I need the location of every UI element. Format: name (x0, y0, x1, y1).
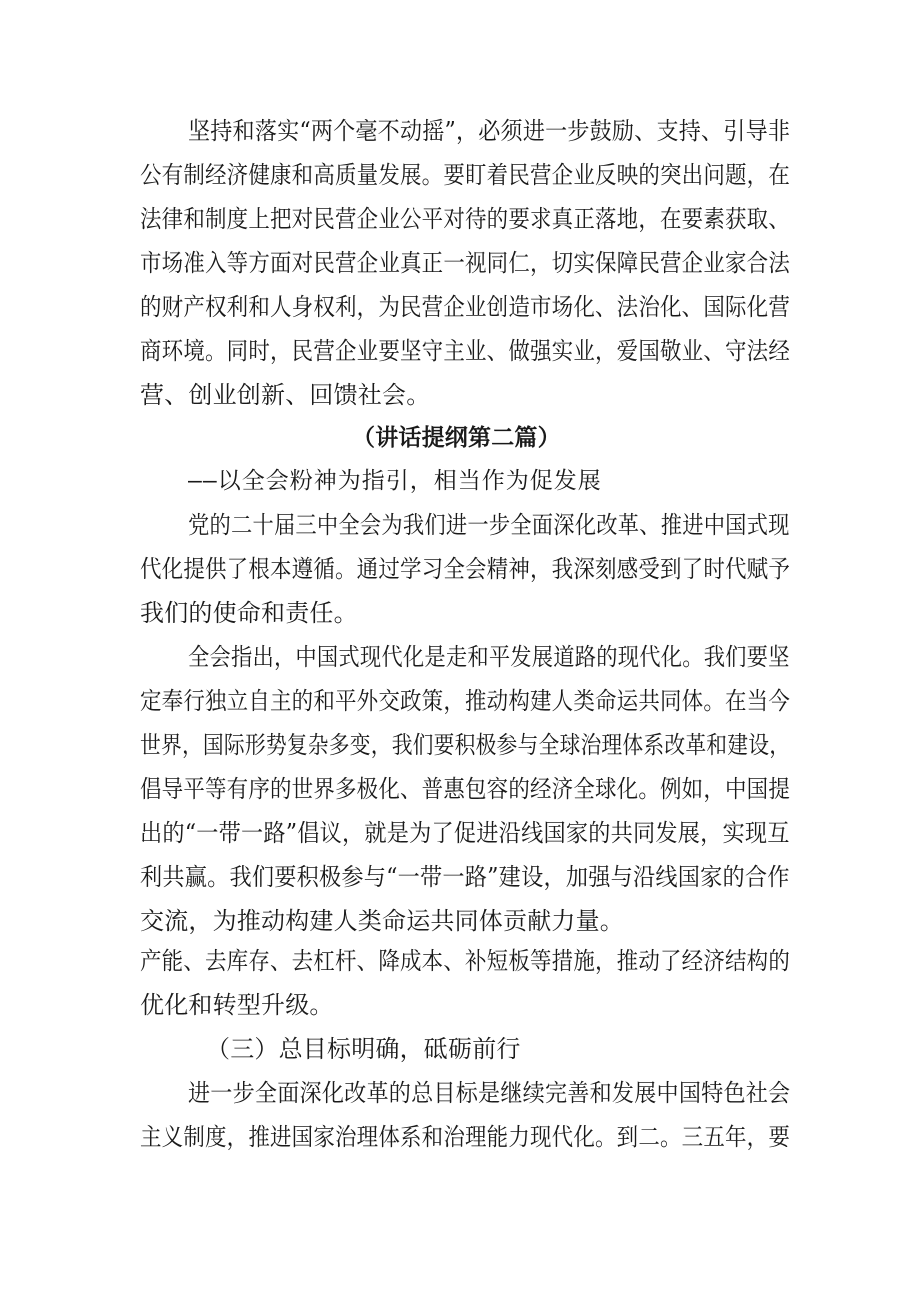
paragraph-3-line: 利共赢。我们要积极参与“一带一路”建设，加强与沿线国家的合作 (140, 863, 790, 891)
subsection-heading: （三）总目标明确，砥砺前行 (206, 1035, 521, 1063)
paragraph-2-line: 我们的使命和责任。 (140, 599, 358, 627)
section-subtitle: ——以全会粉神为指引，相当作为促发展 (188, 468, 602, 494)
paragraph-3-line: 世界，国际形势复杂多变，我们要积极参与全球治理体系改革和建设， (140, 731, 791, 759)
paragraph-3-line: 全会指出，中国式现代化是走和平发展道路的现代化。我们要坚 (188, 643, 790, 671)
paragraph-1-line: 的财产权利和人身权利，为民营企业创造市场化、法治化、国际化营 (140, 293, 790, 321)
paragraph-1-line: 市场准入等方面对民营企业真正一视同仁，切实保障民营企业家合法 (140, 249, 790, 277)
paragraph-5-line: 主义制度，推进国家治理体系和治理能力现代化。到二。三五年，要 (140, 1123, 790, 1151)
paragraph-2-line: 代化提供了根本遵循。通过学习全会精神，我深刻感受到了时代赋予 (140, 555, 790, 583)
paragraph-4-line: 产能、去库存、去杠杆、降成本、补短板等措施，推动了经济结构的 (140, 947, 790, 975)
paragraph-1-line: 公有制经济健康和高质量发展。要盯着民营企业反映的突出问题，在 (140, 161, 790, 189)
paragraph-5-line: 进一步全面深化改革的总目标是继续完善和发展中国特色社会 (188, 1079, 791, 1107)
paragraph-1-line: 坚持和落实“两个毫不动摇”，必须进一步鼓励、支持、引导非 (188, 117, 791, 145)
paragraph-1-line: 营、创业创新、回馈社会。 (140, 381, 431, 409)
paragraph-3-line: 倡导平等有序的世界多极化、普惠包容的经济全球化。例如，中国提 (140, 775, 790, 803)
section-title: （讲话提纲第二篇） (352, 425, 561, 451)
paragraph-3-line: 出的“一带一路”倡议，就是为了促进沿线国家的共同发展，实现互 (140, 819, 790, 847)
paragraph-1-line: 商环境。同时，民营企业要坚守主业、做强实业，爱国敬业、守法经 (140, 337, 790, 365)
paragraph-4-line: 优化和转型升级。 (140, 991, 334, 1019)
paragraph-3-line: 交流，为推动构建人类命运共同体贡献力量。 (140, 907, 624, 935)
paragraph-2-line: 党的二十届三中全会为我们进一步全面深化改革、推进中国式现 (188, 511, 790, 539)
paragraph-3-line: 定奉行独立自主的和平外交政策，推动构建人类命运共同体。在当今 (140, 687, 790, 715)
paragraph-1-line: 法律和制度上把对民营企业公平对待的要求真正落地，在要素获取、 (140, 205, 790, 233)
